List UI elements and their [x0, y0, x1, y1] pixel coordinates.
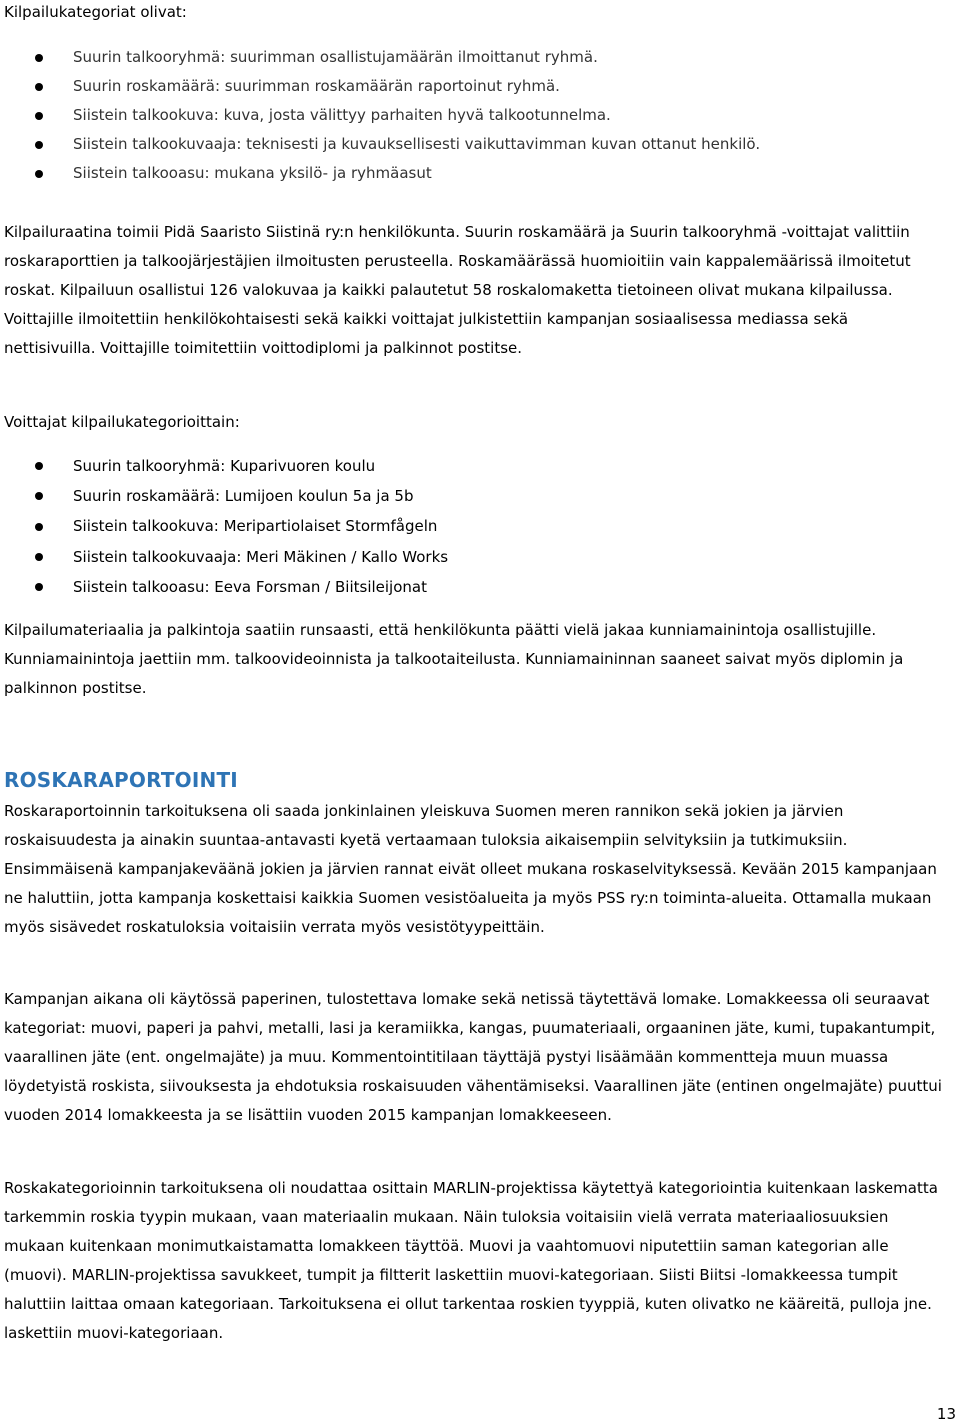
list-item: Siistein talkookuva: Meripartiolaiset Stormfågeln: [4, 511, 944, 541]
list-item: Suurin talkooryhmä: Kuparivuoren koulu: [4, 451, 944, 481]
bullet-icon: [35, 141, 43, 149]
categories-list: [4, 43, 944, 188]
list-item: Siistein talkooasu: Eeva Forsman / Biitsileijonat: [4, 572, 944, 602]
list-item: Suurin talkooryhmä: suurimman osallistujamäärän ilmoittanut ryhmä.: [4, 43, 944, 72]
winners-list: [4, 451, 944, 602]
page-number: 13: [936, 1405, 956, 1423]
reporting-paragraph: Roskaraportoinnin tarkoituksena oli saada jonkinlainen yleiskuva Suomen meren rannikon sekä jokien ja järvien roskaisuudesta ja ainakin suuntaa-antavasti kyetä vertaamaan tuloksia aikaisempiin selvityksiin ja tutkimuksiin. Ensimmäisenä kampanjakeväänä jokien ja järvien rannat eivät olleet mukana roskaselvityksessä. Kevään 2015 kampanjaan ne haluttiin, jotta kampanja koskettaisi kaikkia Suomen vesistöalueita ja myös PSS ry:n toiminta-alueita. Ottamalla mukaan myös sisävedet roskatuloksia voitaisiin verrata myös vesistötyypeittäin.: [4, 802, 937, 936]
bullet-icon: [35, 54, 43, 62]
section-title: ROSKARAPORTOINTI: [4, 768, 238, 792]
list-item: Siistein talkookuva: kuva, josta välittyy parhaiten hyvä talkootunnelma.: [4, 101, 944, 130]
bullet-icon: [35, 492, 43, 500]
materials-paragraph: Kilpailumateriaalia ja palkintoja saatiin runsaasti, että henkilökunta päätti vielä jakaa kunniamainintoja osallistujille. Kunniamainintoja jaettiin mm. talkoovideoinnista ja talkootaiteilusta. Kunniamaininnan saaneet saivat myös diplomin ja palkinnon postitse.: [4, 621, 904, 697]
bullet-icon: [35, 583, 43, 591]
list-item: Siistein talkooasu: mukana yksilö- ja ryhmäasut: [4, 159, 944, 188]
bullet-icon: [35, 462, 43, 470]
list-item: Siistein talkookuvaaja: teknisesti ja kuvauksellisesti vaikuttavimman kuvan ottanut henkilö.: [4, 130, 944, 159]
list-item: Suurin roskamäärä: Lumijoen koulun 5a ja 5b: [4, 481, 944, 511]
jury-paragraph: Kilpailuraatina toimii Pidä Saaristo Siistinä ry:n henkilökunta. Suurin roskamäärä ja Suurin talkooryhmä -voittajat valittiin roskaraporttien ja talkoojärjestäjien ilmoitusten perusteella. Roskamäärässä huomioitiin vain kappalemäärissä ilmoitetut roskat. Kilpailuun osallistui 126 valokuvaa ja kaikki palautetut 58 roskalomaketta tietoineen olivat mukana kilpailussa. Voittajille ilmoitettiin henkilökohtaisesti sekä kaikki voittajat julkistettiin kampanjan sosiaalisessa mediassa sekä nettisivuilla. Voittajille toimitettiin voittodiplomi ja palkinnot postitse.: [4, 223, 911, 357]
bullet-icon: [35, 170, 43, 178]
form-paragraph: Kampanjan aikana oli käytössä paperinen, tulostettava lomake sekä netissä täytettävä lomake. Lomakkeessa oli seuraavat kategoriat: muovi, paperi ja pahvi, metalli, lasi ja keramiikka, kangas, puumateriaali, orgaaninen jäte, kumi, tupakantumpit, vaarallinen jäte (ent. ongelmajäte) ja muu. Kommentointitilaan täyttäjä pystyi lisäämään kommentteja muun muassa löydetyistä roskista, siivouksesta ja ehdotuksia roskaisuuden vähentämiseksi. Vaarallinen jäte (entinen ongelmajäte) puuttui vuoden 2014 lomakkeesta ja se lisättiin vuoden 2015 kampanjan lomakkeeseen.: [4, 990, 942, 1124]
list-item: Siistein talkookuvaaja: Meri Mäkinen / Kallo Works: [4, 542, 944, 572]
list-item: Suurin roskamäärä: suurimman roskamäärän raportoinut ryhmä.: [4, 72, 944, 101]
bullet-icon: [35, 523, 43, 531]
winners-heading: Voittajat kilpailukategorioittain:: [4, 413, 240, 431]
bullet-icon: [35, 553, 43, 561]
bullet-icon: [35, 112, 43, 120]
marlin-paragraph: Roskakategorioinnin tarkoituksena oli noudattaa osittain MARLIN-projektissa käytettyä kategoriointia kuitenkaan laskematta tarkemmin roskia tyypin mukaan, vaan materiaalin mukaan. Näin tuloksia voitaisiin vielä verrata materiaaliosuuksien mukaan kuitenkaan monimutkaistamatta lomakkeen täyttöä. Muovi ja vaahtomuovi niputettiin saman kategorian alle (muovi). MARLIN-projektissa savukkeet, tumpit ja filtterit laskettiin muovi-kategoriaan. Siisti Biitsi -lomakkeessa tumpit haluttiin laittaa omaan kategoriaan. Tarkoituksena ei ollut tarkentaa roskien tyyppiä, kuten olivatko ne kääreitä, pulloja jne. laskettiin muovi-kategoriaan.: [4, 1179, 938, 1342]
categories-heading: Kilpailukategoriat olivat:: [4, 3, 187, 21]
bullet-icon: [35, 83, 43, 91]
